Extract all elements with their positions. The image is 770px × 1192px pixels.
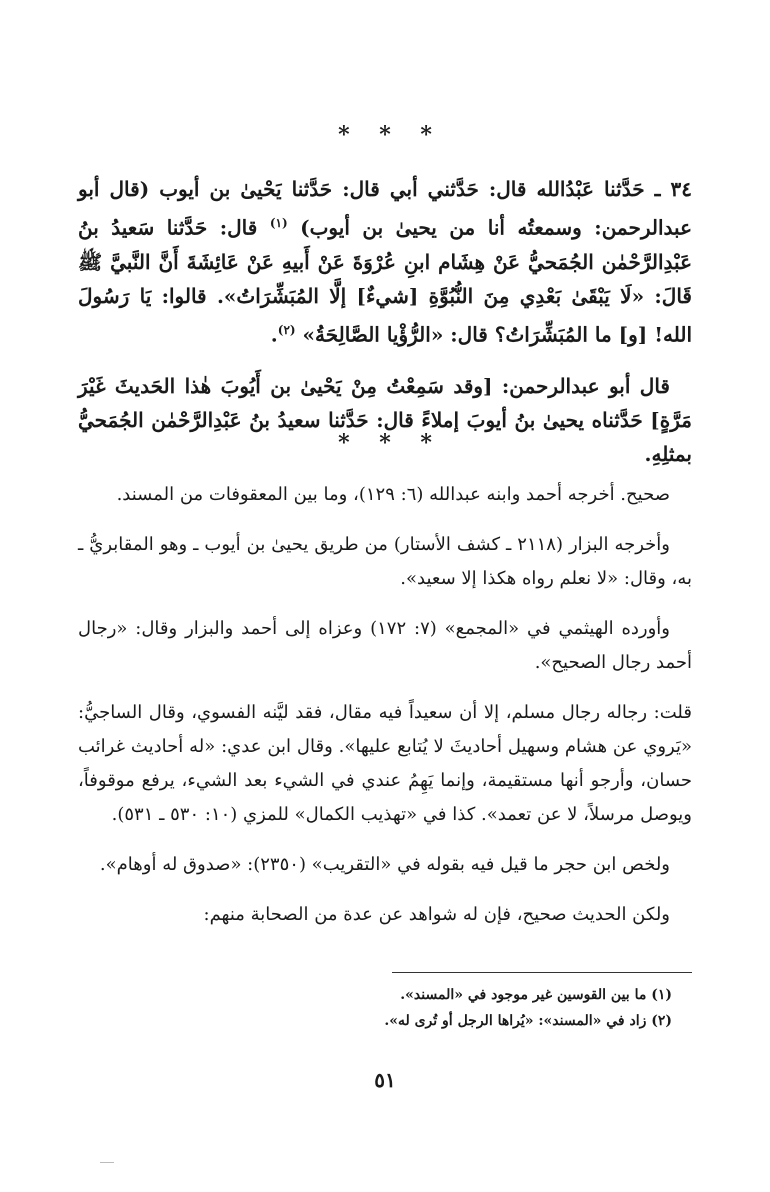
commentary (78, 478, 692, 948)
footnotes (78, 982, 692, 1034)
hadith-paragraph-1: ٣٤ ـ حَدَّثنا عَبْدُالله قال: حَدَّثني أبي قال: حَدَّثنا يَحْيىٰ بن أيوب (قال أبو عبدالرحمن: وسمعتُه أنا من يحيىٰ بن أيوب) $^{(١)}$ قال: حَدَّثنا سَعيدُ بنُ عَبْدِالرَّحْمٰن الجُمَحيُّ عَنْ هِشَام ابنِ عُرْوَةَ عَنْ أَبيهِ عَنْ عَائِشَةَ أَنَّ النَّبيَّ ﷺ قَالَ: «لَا يَبْقَىٰ بَعْدِي مِنَ النُّبُوَّةِ [شيءٌ] إلَّا المُبَشِّرَاتُ». قالوا: يَا رَسُولَ الله! [و] ما المُبَشِّرَاتُ؟ قال: «الرُّؤْيا الصَّالِحَةُ» $^{(٢)}$. (78, 177, 692, 347)
hadith-paragraph-2: قال أبو عبدالرحمن: [وقد سَمِعْتُ مِنْ يَحْيىٰ بن أَيُوبَ هٰذا الحَديثَ غَيْرَ مَرَّةٍ] حَدَّثناه يحيىٰ بنُ أيوبَ إملاءً قال: حَدَّثنا سعيدُ بنُ عَبْدِالرَّحْمٰن الجُمَحيُّ بمثلِهِ. (78, 374, 692, 467)
commentary-paragraph: ولخص ابن حجر ما قيل فيه بقوله في «التقريب» (٢٣٥٠): «صدوق له أوهام». (99, 854, 670, 875)
scan-mark (100, 1162, 114, 1163)
commentary-paragraph: قلت: رجاله رجال مسلم، إلا أن سعيداً فيه مقال، فقد ليَّنه الفسوي، وقال الساجيُّ: «يَروي عن هشام وسهيل أحاديثَ لا يُتابع عليها». وقال ابن عدي: «له أحاديث غرائب حسان، وأرجو أنها مستقيمة، وإنما يَهِمُ عندي في الشيء بعد الشيء، يرفع موقوفاً، ويوصل مرسلاً، لا عن تعمد». كذا في «تهذيب الكمال» للمزي (١٠: ٥٣٠ ـ ٥٣١). (78, 702, 692, 825)
hadith-text (78, 172, 692, 471)
footnote-divider (392, 972, 692, 973)
commentary-paragraph: وأخرجه البزار (٢١١٨ ـ كشف الأستار) من طريق يحيىٰ بن أيوب ـ وهو المقابريُّ ـ به، وقال: «لا نعلم رواه هكذا إلا سعيد». (78, 534, 692, 589)
commentary-paragraph: صحيح. أخرجه أحمد وابنه عبدالله (٦: ١٢٩)، وما بين المعقوفات من المسند. (116, 484, 670, 505)
commentary-paragraph: وأورده الهيثمي في «المجمع» (٧: ١٧٢) وعزاه إلى أحمد والبزار وقال: «رجال أحمد رجال الصحيح». (78, 618, 692, 673)
book-page (78, 0, 692, 1192)
page-number: ٥١ (374, 1068, 396, 1092)
footnote-1: (١) ما بين القوسين غير موجود في «المسند». (400, 987, 672, 1003)
footnote-2: (٢) زاد في «المسند»: «يُراها الرجل أو تُرى له». (384, 1013, 672, 1029)
footnote-ref-1: (١) (269, 216, 288, 230)
section-separator: * * * (338, 430, 432, 456)
section-separator: * * * (338, 122, 432, 148)
footnote-ref-2: (٢) (277, 322, 296, 337)
commentary-paragraph: ولكن الحديث صحيح، فإن له شواهد عن عدة من الصحابة منهم: (203, 904, 670, 925)
